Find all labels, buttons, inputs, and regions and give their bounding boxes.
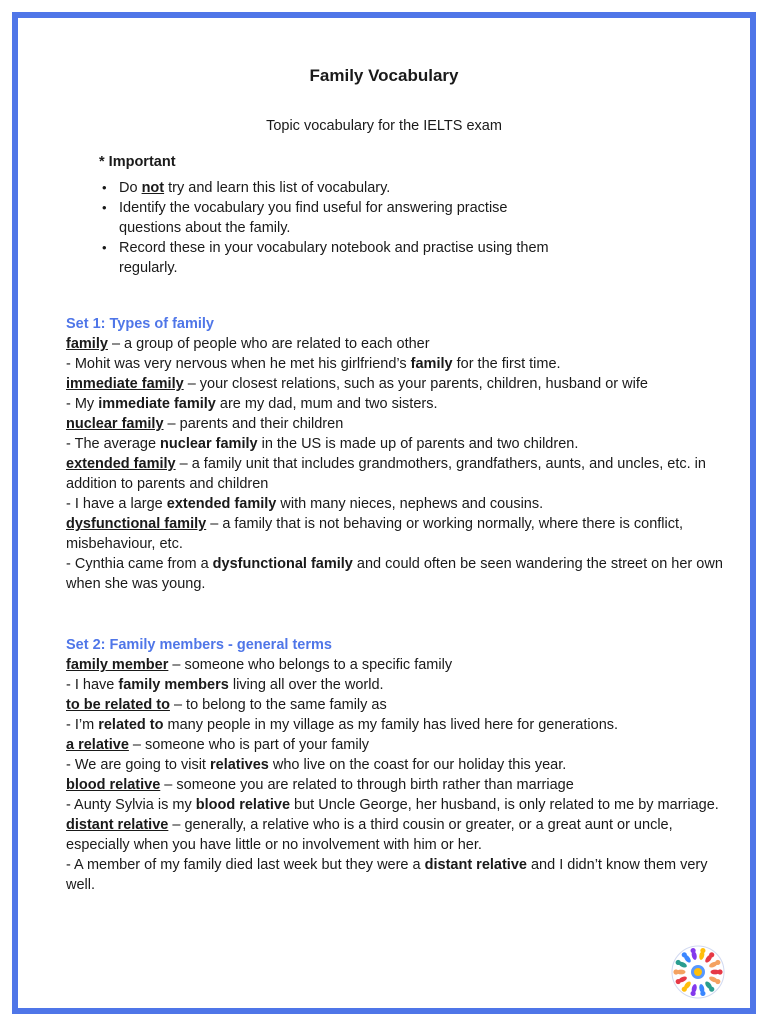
vocab-definition: a relative – someone who is part of your family — [66, 737, 370, 753]
vocab-example: - A member of my family died last week but they were a distant relative and I didn’t know them very well. — [66, 857, 708, 893]
vocab-term: family member — [66, 657, 169, 673]
vocab-term: nuclear family — [66, 416, 164, 432]
set-2-heading: Set 2: Family members - general terms — [66, 637, 332, 653]
vocab-example: - We are going to visit relatives who live on the coast for our holiday this year. — [66, 757, 567, 773]
vocab-definition: extended family – a family unit that includes grandmothers, grandfathers, aunts, and uncles, etc. in addition to parents and children — [66, 456, 706, 492]
vocab-term: blood relative — [66, 777, 161, 793]
vocab-definition: blood relative – someone you are related to through birth rather than marriage — [66, 777, 574, 793]
important-list — [102, 178, 562, 278]
vocab-definition: distant relative – generally, a relative who is a third cousin or greater, or a great aunt or uncle, especially when you have little or no involvement with him or her. — [66, 817, 673, 853]
page-subtitle: Topic vocabulary for the IELTS exam — [266, 118, 502, 134]
vocab-example: - I’m related to many people in my village as my family has lived here for generations. — [66, 717, 619, 733]
list-item: • Record these in your vocabulary notebook and practise using them regularly. — [102, 238, 562, 278]
vocab-definition: family member – someone who belongs to a specific family — [66, 657, 453, 673]
page-title: Family Vocabulary — [309, 66, 459, 85]
vocab-definition: family – a group of people who are related to each other — [66, 336, 430, 352]
vocab-definition: dysfunctional family – a family that is not behaving or working normally, where there is conflict, misbehaviour, etc. — [66, 516, 684, 552]
vocab-example: - Aunty Sylvia is my blood relative but Uncle George, her husband, is only related to me by marriage. — [66, 797, 719, 813]
set-2-section — [66, 635, 726, 895]
logo-person-body — [677, 970, 686, 975]
people-globe-icon — [670, 944, 726, 1000]
vocab-term: dysfunctional family — [66, 516, 207, 532]
important-label: * Important — [99, 154, 176, 170]
vocab-example: - Cynthia came from a dysfunctional family and could often be seen wandering the street on her own when she was young. — [66, 556, 723, 592]
vocab-term: extended family — [66, 456, 176, 472]
vocab-term: immediate family — [66, 376, 184, 392]
vocab-term: to be related to — [66, 697, 170, 713]
vocab-example: - I have family members living all over the world. — [66, 677, 384, 693]
vocab-term: family — [66, 336, 108, 352]
vocab-example: - The average nuclear family in the US is made up of parents and two children. — [66, 436, 579, 452]
set-1-heading: Set 1: Types of family — [66, 316, 214, 332]
vocab-term: distant relative — [66, 817, 169, 833]
vocab-definition: nuclear family – parents and their children — [66, 416, 344, 432]
page-frame — [12, 12, 756, 1014]
vocab-term: a relative — [66, 737, 129, 753]
emphasis-not: not — [141, 180, 165, 196]
vocab-example: - My immediate family are my dad, mum and two sisters. — [66, 396, 438, 412]
set-1-section — [66, 314, 726, 594]
vocab-definition: immediate family – your closest relations, such as your parents, children, husband or wife — [66, 376, 648, 392]
vocab-example: - I have a large extended family with many nieces, nephews and cousins. — [66, 496, 544, 512]
vocab-example: - Mohit was very nervous when he met his girlfriend’s family for the first time. — [66, 356, 561, 372]
list-item: • Identify the vocabulary you find useful for answering practise questions about the family. — [102, 198, 562, 238]
document-body — [18, 18, 750, 1008]
list-item: • Do not try and learn this list of vocabulary. — [102, 178, 562, 198]
logo-person-body — [711, 970, 720, 975]
vocab-definition: to be related to – to belong to the same family as — [66, 697, 387, 713]
